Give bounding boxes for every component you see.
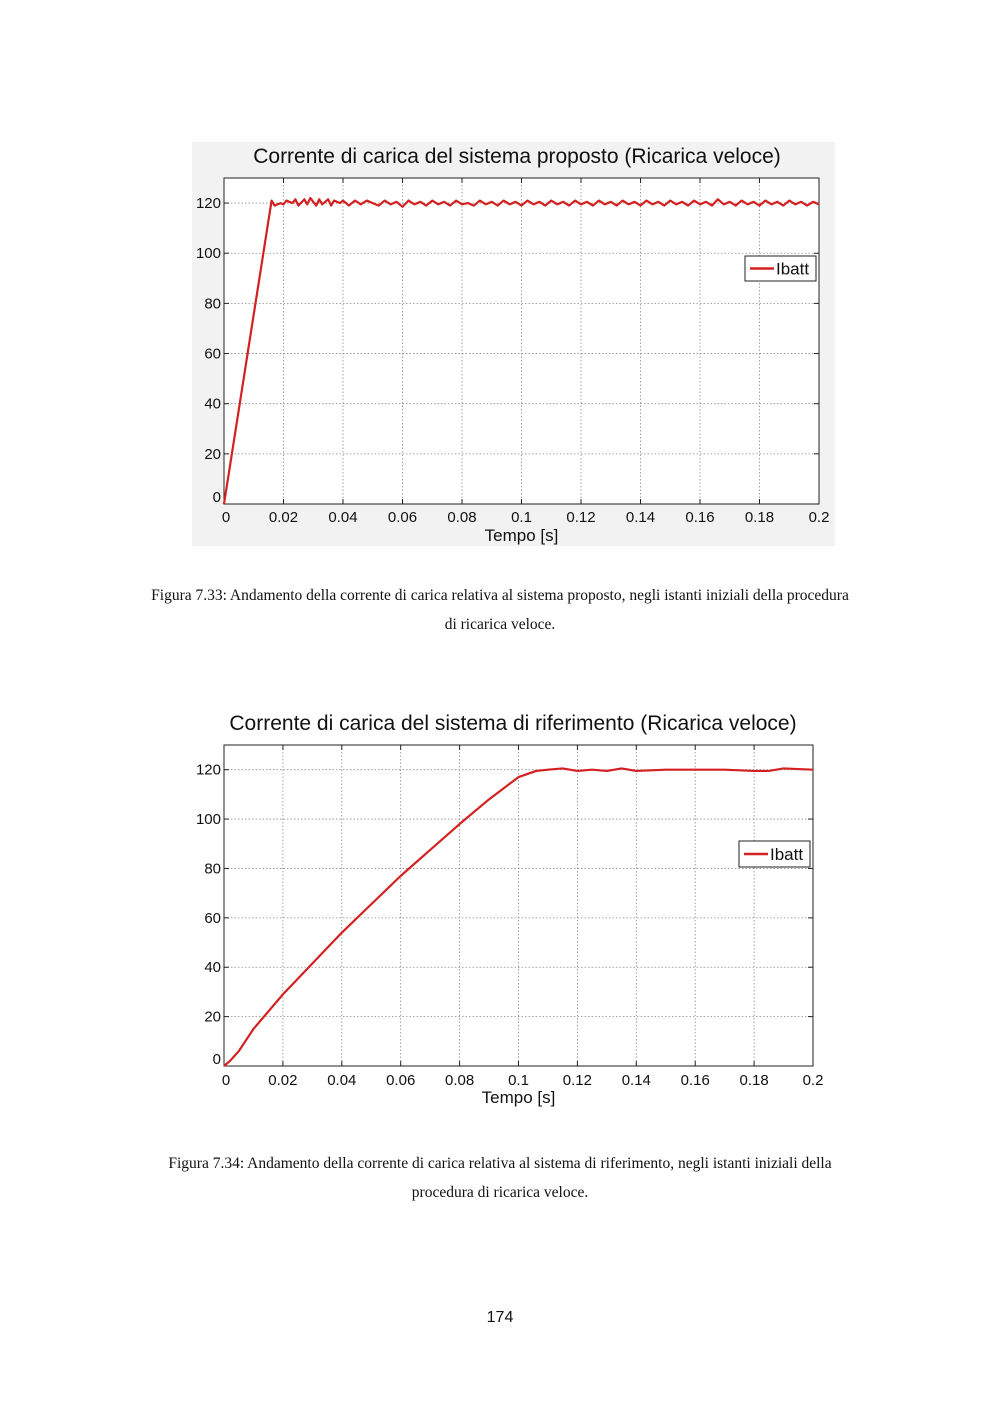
- x-tick-label: 0.18: [739, 1072, 769, 1089]
- x-tick-label: 0.12: [566, 509, 596, 526]
- y-tick-label: 120: [195, 195, 221, 213]
- chart-title: Corrente di carica del sistema proposto (Ricarica veloce): [253, 145, 781, 168]
- x-tick-label: 0.08: [447, 509, 477, 526]
- figure-caption: Figura 7.34: Andamento della corrente di carica relativa al sistema di riferimento, negli istanti iniziali della procedura di ricarica veloce.: [168, 1155, 832, 1201]
- x-tick-label: 0.04: [327, 1072, 357, 1089]
- x-tick-label: 0.08: [444, 1072, 475, 1089]
- x-tick-label: 0.1: [508, 1072, 529, 1089]
- y-tick-label: 40: [204, 395, 221, 413]
- figure-caption: Figura 7.33: Andamento della corrente di carica relativa al sistema proposto, negli istanti iniziali della procedura di ricarica veloce.: [151, 587, 849, 633]
- y-tick-label: 120: [195, 761, 221, 779]
- y-tick-label: 0: [212, 1051, 221, 1068]
- y-tick-label: 80: [204, 295, 221, 313]
- chart-proposed-system: [192, 142, 835, 546]
- x-axis-label: Tempo [s]: [484, 526, 559, 545]
- x-tick-label: 0.16: [685, 509, 715, 526]
- page-number: 174: [486, 1309, 514, 1326]
- y-tick-label: 0: [212, 489, 221, 506]
- x-tick-label: 0: [221, 509, 231, 526]
- y-tick-label: 80: [204, 860, 221, 878]
- x-tick-label: 0.02: [268, 1072, 298, 1089]
- x-axis-label: Tempo [s]: [481, 1088, 556, 1107]
- y-tick-label: 60: [204, 345, 221, 363]
- y-tick-label: 100: [195, 811, 221, 829]
- legend: [739, 841, 810, 867]
- y-tick-label: 20: [204, 1008, 221, 1026]
- plot-area: [224, 745, 813, 1066]
- chart-title: Corrente di carica del sistema di riferimento (Ricarica veloce): [229, 712, 797, 735]
- x-tick-label: 0.18: [744, 509, 775, 526]
- x-tick-label: 0.1: [511, 509, 532, 526]
- x-tick-label: 0.16: [680, 1072, 710, 1089]
- x-tick-label: 0.02: [268, 509, 299, 526]
- x-tick-label: 0.14: [621, 1072, 651, 1089]
- y-tick-label: 100: [195, 245, 221, 263]
- legend-label: Ibatt: [770, 845, 804, 864]
- figure-7-34: [192, 706, 835, 1110]
- x-tick-label: 0.2: [802, 1072, 824, 1089]
- x-tick-label: 0.14: [625, 509, 656, 526]
- y-tick-label: 40: [204, 959, 221, 977]
- x-tick-label: 0.04: [328, 509, 358, 526]
- x-tick-label: 0.06: [387, 509, 418, 526]
- x-tick-label: 0.12: [562, 1072, 593, 1089]
- x-tick-label: 0.06: [386, 1072, 416, 1089]
- legend-label: Ibatt: [776, 259, 810, 279]
- legend: [745, 256, 816, 281]
- x-tick-label: 0.2: [808, 509, 830, 526]
- figure-7-33: [192, 142, 835, 546]
- chart-reference-system: [192, 706, 835, 1110]
- y-tick-label: 60: [204, 909, 221, 927]
- y-tick-label: 20: [204, 445, 221, 463]
- x-tick-label: 0: [221, 1072, 231, 1089]
